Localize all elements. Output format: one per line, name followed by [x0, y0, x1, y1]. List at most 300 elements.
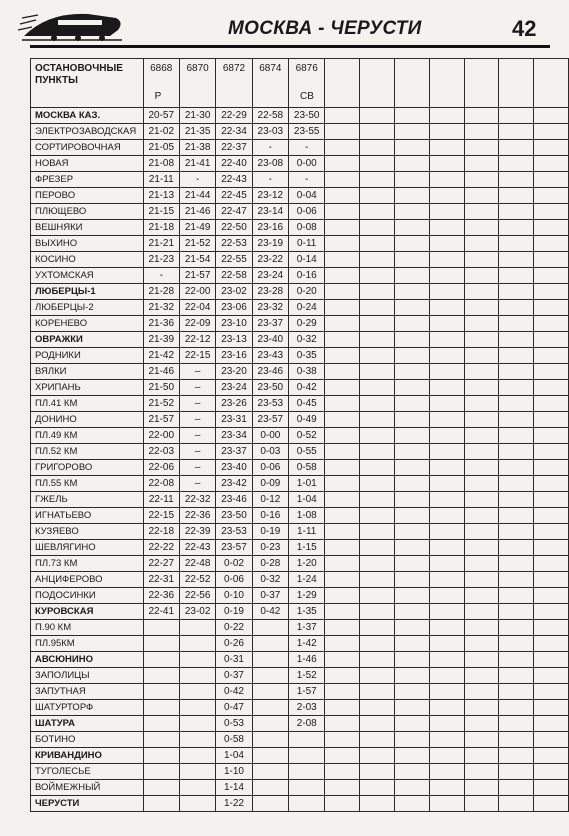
- train-number-header: [216, 59, 252, 108]
- route-title: МОСКВА - ЧЕРУСТИ: [228, 18, 422, 39]
- empty-cell: [394, 284, 429, 300]
- departure-time: [179, 700, 215, 716]
- departure-time: 22-03: [143, 444, 179, 460]
- empty-cell: [534, 716, 569, 732]
- departure-time: 0-02: [216, 556, 252, 572]
- empty-cell: [464, 316, 499, 332]
- empty-cell: [429, 508, 464, 524]
- empty-cell: [394, 300, 429, 316]
- station-name: СОРТИРОВОЧНАЯ: [31, 140, 144, 156]
- empty-cell: [394, 460, 429, 476]
- departure-time: 22-50: [216, 220, 252, 236]
- empty-cell: [429, 236, 464, 252]
- departure-time: 23-43: [252, 348, 288, 364]
- empty-cell: [464, 428, 499, 444]
- empty-cell: [429, 620, 464, 636]
- empty-cell: [499, 460, 534, 476]
- empty-cell: [429, 204, 464, 220]
- departure-time: [179, 684, 215, 700]
- empty-cell: [394, 140, 429, 156]
- departure-time: 23-50: [252, 380, 288, 396]
- departure-time: 23-32: [252, 300, 288, 316]
- station-name: КОСИНО: [31, 252, 144, 268]
- empty-cell: [499, 412, 534, 428]
- departure-time: 0-06: [289, 204, 325, 220]
- empty-cell: [360, 492, 395, 508]
- empty-cell: [499, 588, 534, 604]
- empty-cell: [429, 284, 464, 300]
- departure-time: 0-45: [289, 396, 325, 412]
- empty-cell: [360, 540, 395, 556]
- empty-cell: [360, 108, 395, 124]
- empty-cell: [429, 412, 464, 428]
- departure-time: –: [179, 412, 215, 428]
- departure-time: 23-03: [252, 124, 288, 140]
- empty-cell: [394, 252, 429, 268]
- departure-time: 1-57: [289, 684, 325, 700]
- departure-time: 0-31: [216, 652, 252, 668]
- station-name: ПЛЮЩЕВО: [31, 204, 144, 220]
- empty-cell: [325, 188, 360, 204]
- train-mark: Р: [154, 91, 162, 102]
- table-row: [31, 748, 569, 764]
- departure-time: 1-04: [216, 748, 252, 764]
- table-row: [31, 732, 569, 748]
- empty-cell: [325, 220, 360, 236]
- empty-cell: [429, 268, 464, 284]
- empty-cell: [360, 588, 395, 604]
- departure-time: [179, 748, 215, 764]
- empty-cell: [534, 220, 569, 236]
- empty-cell: [429, 300, 464, 316]
- table-row: [31, 220, 569, 236]
- empty-cell: [360, 172, 395, 188]
- departure-time: 0-19: [216, 604, 252, 620]
- station-name: КУЗЯЕВО: [31, 524, 144, 540]
- table-row: [31, 460, 569, 476]
- empty-cell: [464, 172, 499, 188]
- empty-cell: [534, 124, 569, 140]
- empty-cell: [499, 620, 534, 636]
- departure-time: [252, 700, 288, 716]
- departure-time: 23-13: [216, 332, 252, 348]
- empty-cell: [325, 700, 360, 716]
- departure-time: 0-42: [289, 380, 325, 396]
- departure-time: 23-55: [289, 124, 325, 140]
- empty-cell: [394, 236, 429, 252]
- empty-cell: [499, 364, 534, 380]
- station-name: АНЦИФЕРОВО: [31, 572, 144, 588]
- empty-cell: [464, 268, 499, 284]
- empty-cell: [360, 780, 395, 796]
- departure-time: 0-09: [252, 476, 288, 492]
- empty-cell: [325, 668, 360, 684]
- empty-cell: [464, 412, 499, 428]
- empty-cell: [534, 508, 569, 524]
- empty-cell: [394, 364, 429, 380]
- departure-time: 1-42: [289, 636, 325, 652]
- departure-time: 22-56: [179, 588, 215, 604]
- empty-cell: [394, 124, 429, 140]
- timetable-body: [31, 108, 569, 812]
- station-name: ГЖЕЛЬ: [31, 492, 144, 508]
- departure-time: 0-22: [216, 620, 252, 636]
- departure-time: [143, 780, 179, 796]
- departure-time: [179, 620, 215, 636]
- departure-time: 0-28: [252, 556, 288, 572]
- empty-cell: [534, 796, 569, 812]
- empty-cell: [499, 508, 534, 524]
- table-row: [31, 668, 569, 684]
- table-row: [31, 268, 569, 284]
- empty-cell: [534, 684, 569, 700]
- departure-time: 1-11: [289, 524, 325, 540]
- empty-cell: [464, 700, 499, 716]
- departure-time: 21-46: [143, 364, 179, 380]
- empty-cell: [325, 444, 360, 460]
- empty-cell: [499, 556, 534, 572]
- empty-cell: [499, 380, 534, 396]
- empty-cell: [499, 140, 534, 156]
- empty-cell: [499, 444, 534, 460]
- departure-time: 0-32: [289, 332, 325, 348]
- empty-cell: [499, 572, 534, 588]
- departure-time: 22-47: [216, 204, 252, 220]
- empty-cell: [394, 748, 429, 764]
- table-row: [31, 556, 569, 572]
- departure-time: 22-58: [216, 268, 252, 284]
- table-row: [31, 572, 569, 588]
- empty-cell: [464, 396, 499, 412]
- empty-column-header: [499, 59, 534, 108]
- table-row: [31, 476, 569, 492]
- train-logo-icon: [18, 6, 128, 46]
- empty-cell: [464, 300, 499, 316]
- departure-time: 22-40: [216, 156, 252, 172]
- train-number: 6874: [259, 63, 282, 74]
- table-row: [31, 604, 569, 620]
- empty-cell: [360, 380, 395, 396]
- departure-time: 23-34: [216, 428, 252, 444]
- station-name: ПЛ.95КМ: [31, 636, 144, 652]
- departure-time: [143, 700, 179, 716]
- departure-time: 22-00: [143, 428, 179, 444]
- departure-time: 22-53: [216, 236, 252, 252]
- empty-cell: [499, 492, 534, 508]
- empty-cell: [499, 220, 534, 236]
- empty-cell: [394, 396, 429, 412]
- table-row: [31, 780, 569, 796]
- empty-cell: [325, 156, 360, 172]
- empty-cell: [360, 284, 395, 300]
- table-row: [31, 396, 569, 412]
- empty-cell: [325, 412, 360, 428]
- empty-cell: [534, 668, 569, 684]
- departure-time: 23-02: [179, 604, 215, 620]
- departure-time: 22-43: [216, 172, 252, 188]
- departure-time: 22-12: [179, 332, 215, 348]
- departure-time: [179, 780, 215, 796]
- departure-time: 22-08: [143, 476, 179, 492]
- departure-time: 0-26: [216, 636, 252, 652]
- empty-cell: [499, 172, 534, 188]
- empty-cell: [464, 668, 499, 684]
- empty-cell: [464, 716, 499, 732]
- station-name: ПОДОСИНКИ: [31, 588, 144, 604]
- station-name: ПЛ.55 КМ: [31, 476, 144, 492]
- table-row: [31, 348, 569, 364]
- empty-cell: [464, 380, 499, 396]
- departure-time: 23-40: [252, 332, 288, 348]
- empty-cell: [325, 588, 360, 604]
- empty-cell: [499, 236, 534, 252]
- empty-cell: [325, 540, 360, 556]
- empty-cell: [499, 796, 534, 812]
- empty-cell: [429, 524, 464, 540]
- empty-cell: [534, 588, 569, 604]
- departure-time: –: [179, 476, 215, 492]
- station-name: ОВРАЖКИ: [31, 332, 144, 348]
- departure-time: –: [179, 444, 215, 460]
- empty-cell: [464, 332, 499, 348]
- empty-cell: [499, 300, 534, 316]
- empty-cell: [464, 460, 499, 476]
- departure-time: 0-35: [289, 348, 325, 364]
- departure-time: 22-00: [179, 284, 215, 300]
- departure-time: 0-58: [216, 732, 252, 748]
- departure-time: [143, 764, 179, 780]
- departure-time: -: [179, 172, 215, 188]
- empty-cell: [360, 796, 395, 812]
- empty-cell: [360, 364, 395, 380]
- table-row: [31, 204, 569, 220]
- station-name: ПЛ.49 КМ: [31, 428, 144, 444]
- departure-time: 23-08: [252, 156, 288, 172]
- departure-time: 23-46: [216, 492, 252, 508]
- empty-cell: [499, 716, 534, 732]
- empty-cell: [464, 588, 499, 604]
- empty-cell: [325, 172, 360, 188]
- empty-cell: [464, 364, 499, 380]
- station-name: ВЕШНЯКИ: [31, 220, 144, 236]
- empty-cell: [360, 476, 395, 492]
- train-mark: СВ: [300, 91, 314, 102]
- departure-time: 21-41: [179, 156, 215, 172]
- train-number: 6872: [222, 63, 246, 74]
- departure-time: 0-14: [289, 252, 325, 268]
- empty-cell: [429, 764, 464, 780]
- empty-cell: [429, 348, 464, 364]
- departure-time: 23-40: [216, 460, 252, 476]
- empty-cell: [394, 540, 429, 556]
- empty-cell: [325, 140, 360, 156]
- empty-cell: [429, 700, 464, 716]
- empty-cell: [360, 572, 395, 588]
- table-row: [31, 588, 569, 604]
- empty-cell: [325, 396, 360, 412]
- empty-cell: [464, 620, 499, 636]
- empty-cell: [534, 604, 569, 620]
- empty-cell: [429, 220, 464, 236]
- train-number-header: [289, 59, 325, 108]
- empty-cell: [534, 412, 569, 428]
- departure-time: 21-11: [143, 172, 179, 188]
- empty-cell: [464, 188, 499, 204]
- departure-time: [252, 652, 288, 668]
- empty-column-header: [464, 59, 499, 108]
- station-name: ПЛ.52 КМ: [31, 444, 144, 460]
- table-row: [31, 684, 569, 700]
- empty-cell: [534, 572, 569, 588]
- departure-time: 21-21: [143, 236, 179, 252]
- departure-time: 0-37: [252, 588, 288, 604]
- departure-time: 20-57: [143, 108, 179, 124]
- empty-cell: [394, 572, 429, 588]
- empty-cell: [360, 412, 395, 428]
- departure-time: 23-20: [216, 364, 252, 380]
- departure-time: 0-16: [252, 508, 288, 524]
- departure-time: 23-10: [216, 316, 252, 332]
- empty-cell: [394, 380, 429, 396]
- station-name: ДОНИНО: [31, 412, 144, 428]
- empty-cell: [394, 172, 429, 188]
- departure-time: [143, 716, 179, 732]
- table-row: [31, 444, 569, 460]
- empty-cell: [429, 396, 464, 412]
- empty-cell: [534, 300, 569, 316]
- empty-cell: [534, 172, 569, 188]
- table-row: [31, 636, 569, 652]
- departure-time: [143, 732, 179, 748]
- departure-time: [179, 636, 215, 652]
- departure-time: –: [179, 460, 215, 476]
- empty-cell: [325, 764, 360, 780]
- empty-cell: [394, 428, 429, 444]
- departure-time: [143, 652, 179, 668]
- departure-time: 0-11: [289, 236, 325, 252]
- departure-time: 23-37: [216, 444, 252, 460]
- empty-cell: [534, 700, 569, 716]
- departure-time: 23-53: [252, 396, 288, 412]
- empty-cell: [499, 700, 534, 716]
- empty-cell: [534, 396, 569, 412]
- train-number-header: [143, 59, 179, 108]
- departure-time: 23-50: [289, 108, 325, 124]
- table-row: [31, 284, 569, 300]
- empty-cell: [429, 124, 464, 140]
- empty-cell: [499, 268, 534, 284]
- departure-time: 22-15: [179, 348, 215, 364]
- table-row: [31, 124, 569, 140]
- station-name: КУРОВСКАЯ: [31, 604, 144, 620]
- departure-time: [179, 764, 215, 780]
- departure-time: 23-22: [252, 252, 288, 268]
- station-name: ВОЙМЕЖНЫЙ: [31, 780, 144, 796]
- departure-time: 0-23: [252, 540, 288, 556]
- header-rule: [30, 45, 550, 48]
- empty-cell: [360, 188, 395, 204]
- empty-cell: [325, 492, 360, 508]
- empty-column-header: [429, 59, 464, 108]
- empty-cell: [394, 444, 429, 460]
- empty-cell: [499, 284, 534, 300]
- empty-cell: [394, 636, 429, 652]
- station-name: ЛЮБЕРЦЫ-2: [31, 300, 144, 316]
- departure-time: –: [179, 364, 215, 380]
- station-name: ЗАПУТНАЯ: [31, 684, 144, 700]
- departure-time: 0-52: [289, 428, 325, 444]
- departure-time: [179, 652, 215, 668]
- departure-time: 23-42: [216, 476, 252, 492]
- departure-time: [252, 748, 288, 764]
- table-row: [31, 156, 569, 172]
- empty-cell: [499, 748, 534, 764]
- empty-cell: [499, 156, 534, 172]
- departure-time: 1-15: [289, 540, 325, 556]
- departure-time: 1-35: [289, 604, 325, 620]
- empty-cell: [394, 476, 429, 492]
- station-name: ЗАПОЛИЦЫ: [31, 668, 144, 684]
- departure-time: [143, 684, 179, 700]
- empty-cell: [534, 524, 569, 540]
- empty-cell: [429, 556, 464, 572]
- departure-time: 22-37: [216, 140, 252, 156]
- empty-cell: [394, 620, 429, 636]
- station-name: РОДНИКИ: [31, 348, 144, 364]
- station-name: П.90 КМ: [31, 620, 144, 636]
- empty-column-header: [360, 59, 395, 108]
- empty-cell: [360, 124, 395, 140]
- station-name: НОВАЯ: [31, 156, 144, 172]
- departure-time: 21-13: [143, 188, 179, 204]
- departure-time: 23-53: [216, 524, 252, 540]
- departure-time: 23-02: [216, 284, 252, 300]
- departure-time: [143, 668, 179, 684]
- train-number-header: [252, 59, 288, 108]
- empty-cell: [464, 764, 499, 780]
- departure-time: 0-24: [289, 300, 325, 316]
- departure-time: 1-01: [289, 476, 325, 492]
- empty-cell: [325, 300, 360, 316]
- empty-cell: [360, 156, 395, 172]
- empty-cell: [360, 684, 395, 700]
- departure-time: 23-57: [252, 412, 288, 428]
- empty-cell: [429, 668, 464, 684]
- station-name: ЧЕРУСТИ: [31, 796, 144, 812]
- empty-cell: [429, 796, 464, 812]
- departure-time: 0-53: [216, 716, 252, 732]
- page-number: 42: [512, 16, 537, 41]
- departure-time: 21-57: [143, 412, 179, 428]
- empty-cell: [464, 284, 499, 300]
- empty-cell: [499, 764, 534, 780]
- departure-time: 22-36: [179, 508, 215, 524]
- departure-time: 22-32: [179, 492, 215, 508]
- departure-time: 22-39: [179, 524, 215, 540]
- empty-cell: [464, 604, 499, 620]
- empty-cell: [360, 732, 395, 748]
- departure-time: 21-30: [179, 108, 215, 124]
- empty-cell: [464, 732, 499, 748]
- departure-time: 22-27: [143, 556, 179, 572]
- empty-cell: [464, 348, 499, 364]
- station-name: ХРИПАНЬ: [31, 380, 144, 396]
- empty-cell: [325, 524, 360, 540]
- departure-time: 0-16: [289, 268, 325, 284]
- departure-time: 22-58: [252, 108, 288, 124]
- empty-cell: [360, 604, 395, 620]
- empty-cell: [499, 332, 534, 348]
